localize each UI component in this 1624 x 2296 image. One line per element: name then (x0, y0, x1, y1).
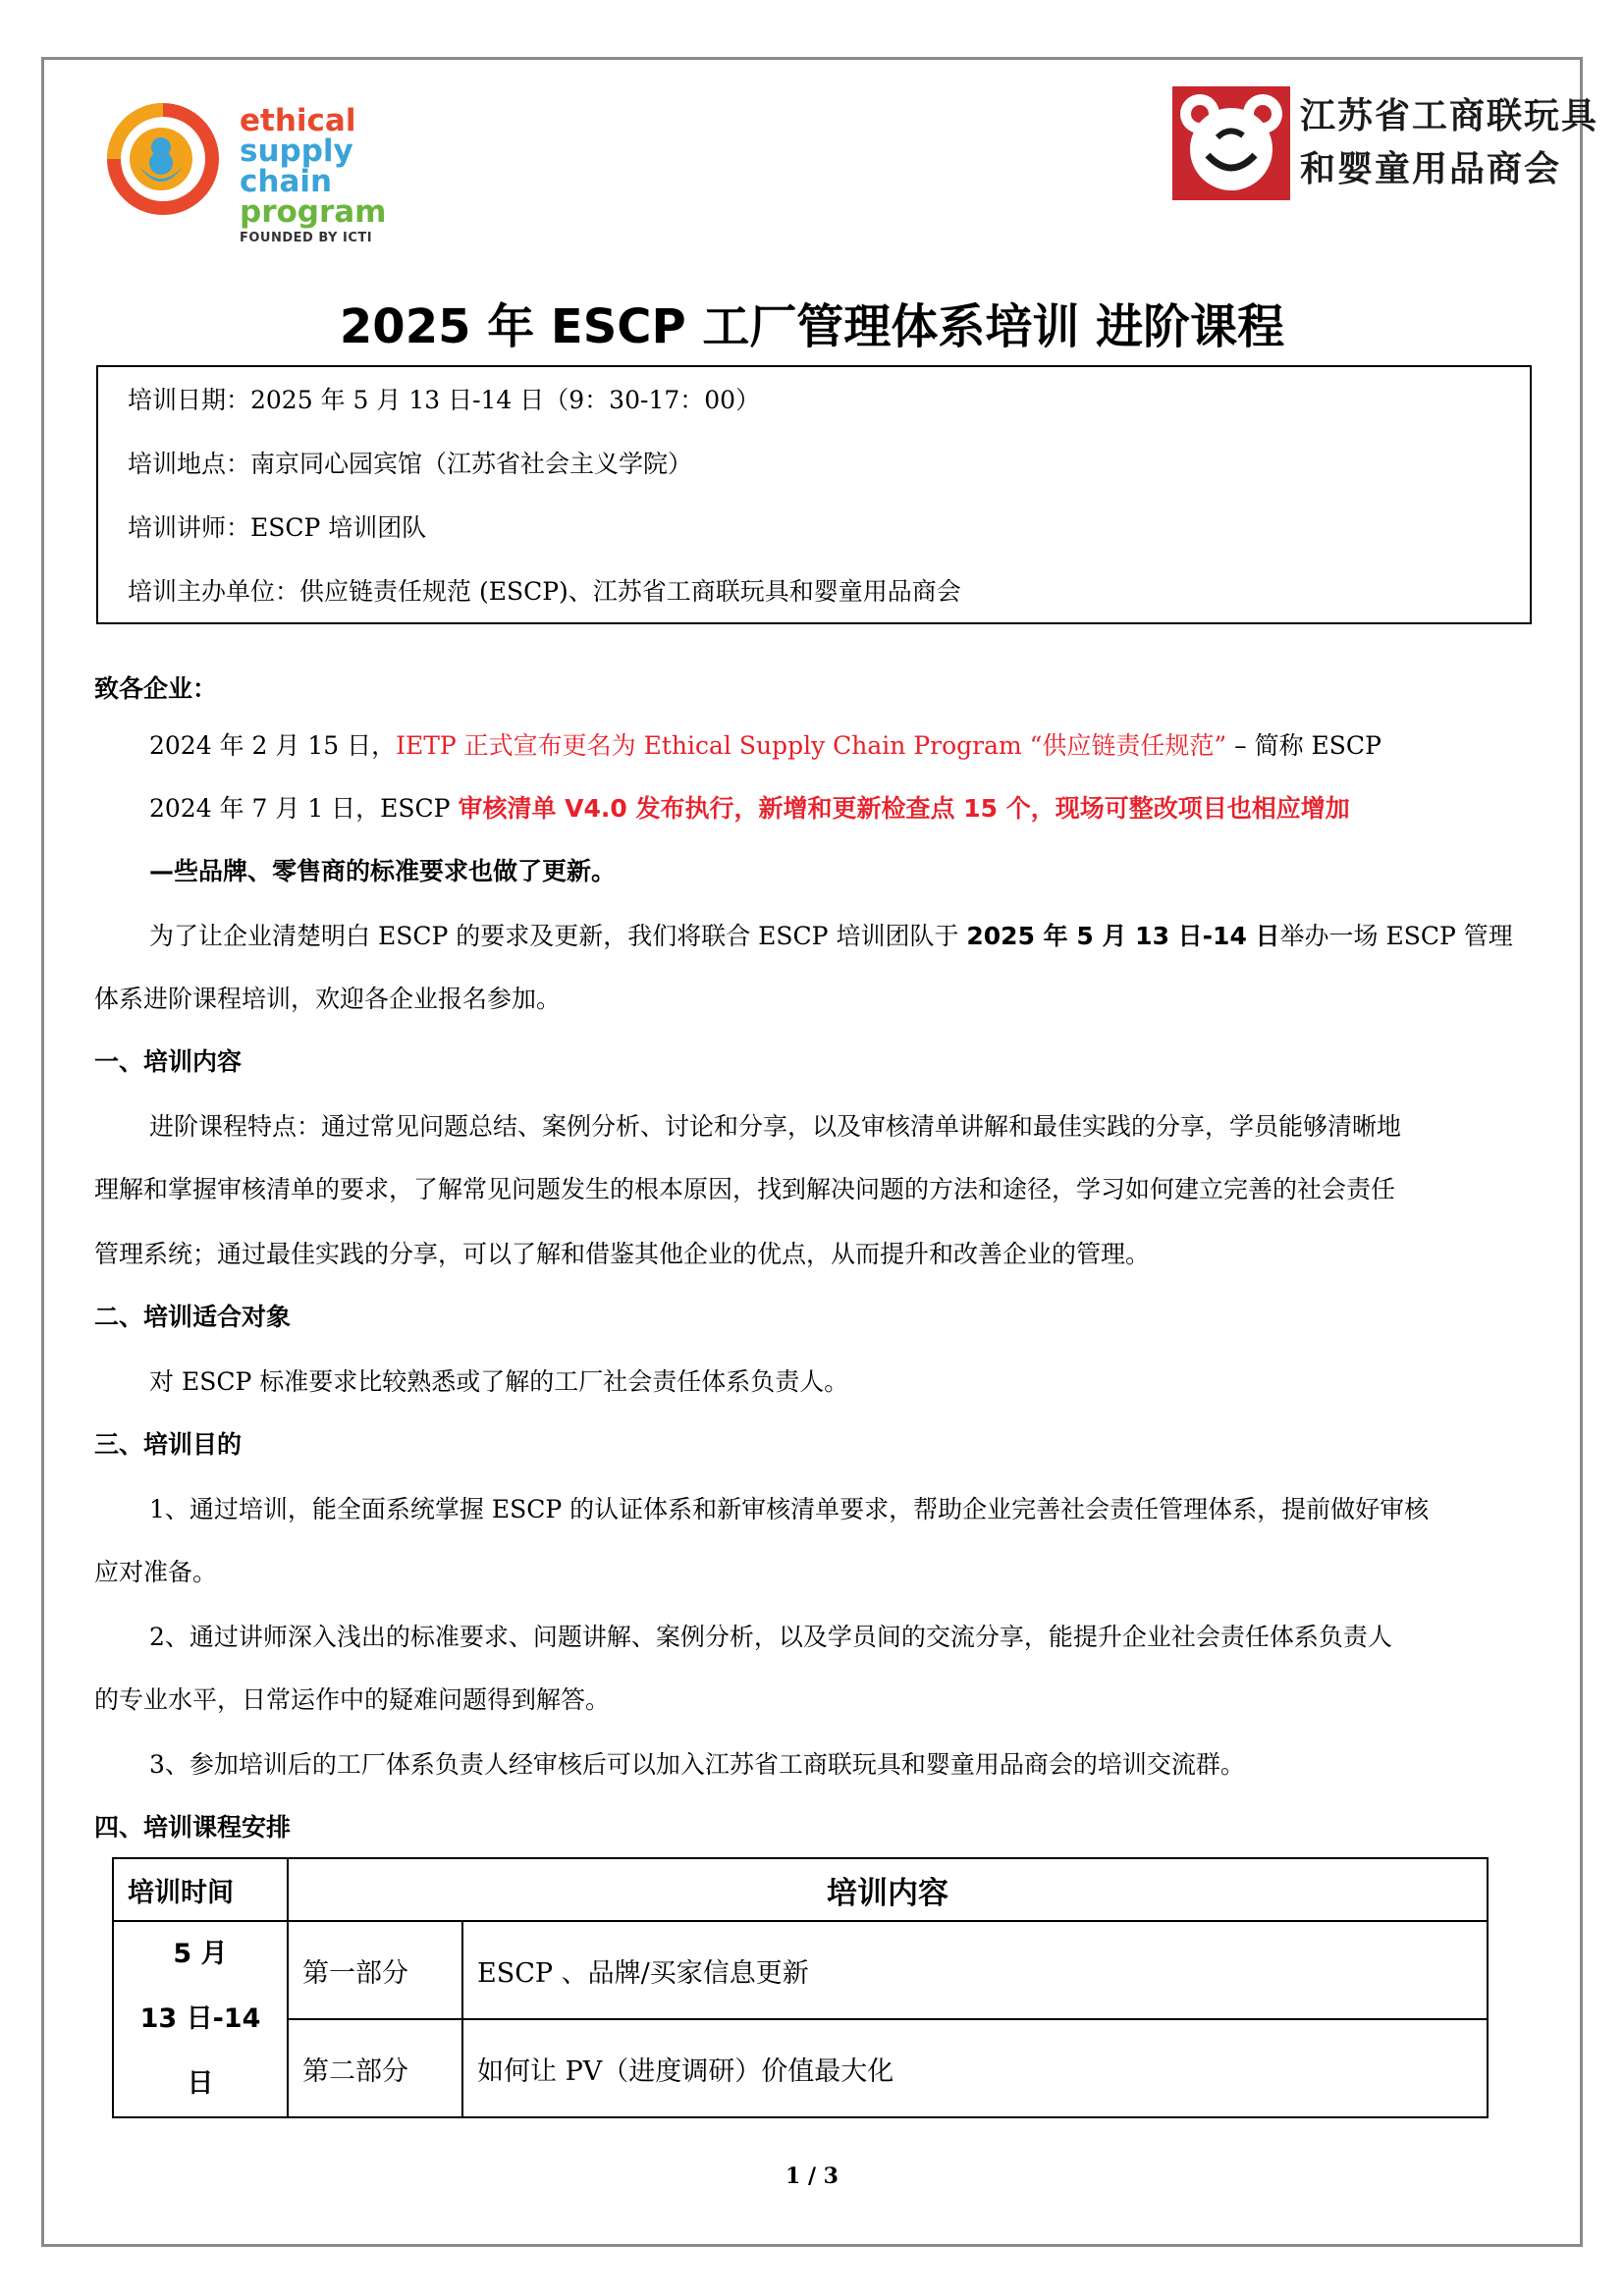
section-heading-purpose: 三、培训目的 (94, 1430, 243, 1459)
greeting: 致各企业： (94, 674, 218, 703)
info-box (96, 365, 1532, 624)
schedule-content: 如何让 PV（进度调研）价值最大化 (462, 2019, 1488, 2117)
purpose-1-line2: 应对准备。 (94, 1558, 218, 1586)
logo-line-ethical: ethical (240, 103, 356, 138)
schedule-part: 第一部分 (288, 1921, 462, 2019)
section-heading-schedule: 四、培训课程安排 (94, 1813, 292, 1842)
association-logo (1172, 86, 1599, 200)
purpose-1-line1: 1、通过培训，能全面系统掌握 ESCP 的认证体系和新审核清单要求，帮助企业完善社会责任管理体系，提前做好审核 (149, 1495, 1430, 1523)
training-trainer: 培训讲师：ESCP 培训团队 (128, 513, 427, 542)
paragraph-brands: —些品牌、零售商的标准要求也做了更新。 (149, 857, 617, 885)
schedule-row (113, 1921, 1488, 2019)
checklist-date: 2024 年 7 月 1 日，ESCP (149, 794, 459, 823)
section-heading-content: 一、培训内容 (94, 1047, 243, 1076)
content-line1: 进阶课程特点：通过常见问题总结、案例分析、讨论和分享，以及审核清单讲解和最佳实践的分享，学员能够清晰地 (149, 1112, 1402, 1141)
schedule-header-row (113, 1858, 1488, 1921)
schedule-table (112, 1857, 1489, 2118)
logo-line-founded: FOUNDED BY ICTI (240, 231, 373, 245)
document-title: 2025 年 ESCP 工厂管理体系培训 进阶课程 (339, 299, 1285, 354)
content-line3: 管理系统；通过最佳实践的分享，可以了解和借鉴其他企业的优点，从而提升和改善企业的管理。 (94, 1240, 1151, 1268)
schedule-header-time: 培训时间 (113, 1858, 288, 1921)
schedule-part: 第二部分 (288, 2019, 462, 2117)
logo-line-supply-chain: supply chain (240, 133, 353, 199)
escp-logo-mark-icon (106, 102, 220, 216)
training-date: 培训日期：2025 年 5 月 13 日-14 日（9：30-17：00） (128, 386, 761, 414)
schedule-row (113, 2019, 1488, 2117)
rename-date: 2024 年 2 月 15 日， (149, 731, 397, 760)
page-number: 1 / 3 (785, 2163, 839, 2189)
intro-text-end: 举办一场 ESCP 管理 (1279, 922, 1513, 950)
intro-text: 为了让企业清楚明白 ESCP 的要求及更新，我们将联合 ESCP 培训团队于 (149, 922, 967, 950)
paragraph-checklist (149, 791, 1350, 827)
purpose-2-line2: 的专业水平，日常运作中的疑难问题得到解答。 (94, 1685, 611, 1714)
schedule-date-month: 5 月 (173, 1939, 228, 1969)
schedule-content: ESCP 、品牌/买家信息更新 (462, 1921, 1488, 2019)
escp-logo (106, 102, 440, 245)
paragraph-rename (149, 728, 1381, 764)
purpose-3-line: 3、参加培训后的工厂体系负责人经审核后可以加入江苏省工商联玩具和婴童用品商会的培训交流群。 (149, 1750, 1245, 1779)
paragraph-intro-line1 (149, 919, 1513, 954)
purpose-2-line1: 2、通过讲师深入浅出的标准要求、问题讲解、案例分析，以及学员间的交流分享，能提升企业社会责任体系负责人 (149, 1623, 1392, 1651)
training-organizer: 培训主办单位：供应链责任规范 (ESCP)、江苏省工商联玩具和婴童用品商会 (128, 577, 961, 606)
content-line2: 理解和掌握审核清单的要求，了解常见问题发生的根本原因，找到解决问题的方法和途径，学习如何建立完善的社会责任 (94, 1175, 1396, 1203)
paragraph-intro-line2: 体系进阶课程培训，欢迎各企业报名参加。 (94, 985, 562, 1013)
rename-abbr: – 简称 ESCP (1226, 731, 1381, 760)
audience-line: 对 ESCP 标准要求比较熟悉或了解的工厂社会责任体系负责人。 (149, 1367, 849, 1396)
training-location: 培训地点：南京同心园宾馆（江苏省社会主义学院） (128, 450, 693, 478)
rename-highlight: IETP 正式宣布更名为 Ethical Supply Chain Program “供应链责任规范” (396, 731, 1227, 760)
schedule-date-days: 13 日-14 日 (139, 2003, 261, 2099)
bear-face-icon (1172, 86, 1290, 200)
schedule-date-cell (113, 1921, 288, 2117)
association-name-line2: 和婴童用品商会 (1300, 149, 1562, 189)
checklist-highlight: 审核清单 V4.0 发布执行，新增和更新检查点 15 个，现场可整改项目也相应增加 (458, 794, 1350, 823)
bear-logo-box (1172, 86, 1290, 200)
logo-line-program: program (240, 194, 387, 230)
intro-date: 2025 年 5 月 13 日-14 日 (966, 922, 1280, 950)
schedule-header-content: 培训内容 (288, 1858, 1488, 1921)
section-heading-audience: 二、培训适合对象 (94, 1303, 292, 1331)
association-name-line1: 江苏省工商联玩具 (1300, 96, 1599, 136)
